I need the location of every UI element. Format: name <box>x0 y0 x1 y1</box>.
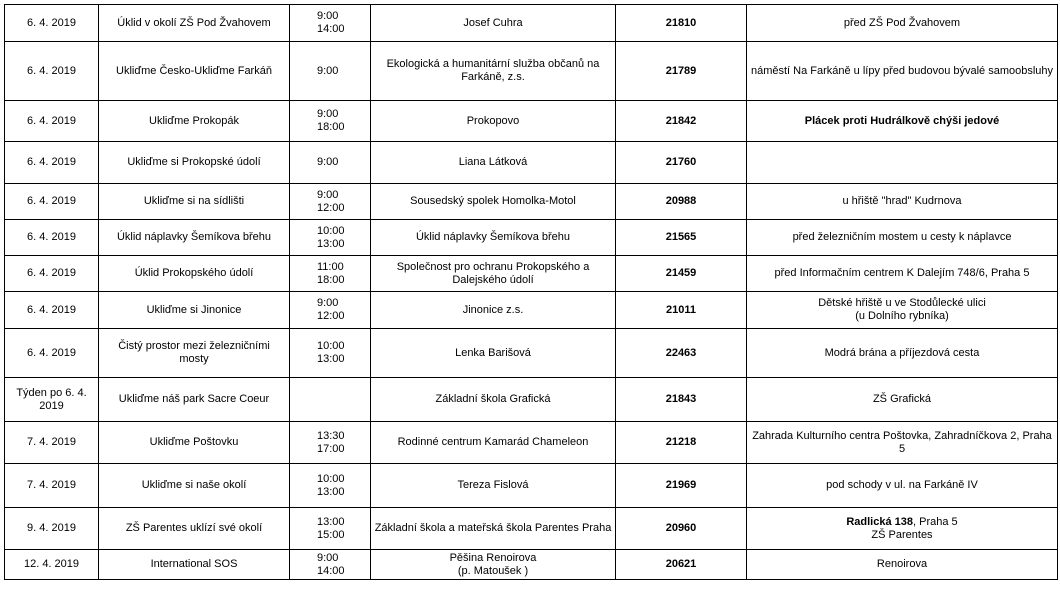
table-row <box>5 550 1058 580</box>
organizer-cell: Rodinné centrum Kamarád Chameleon <box>371 422 616 464</box>
place-cell: u hřiště "hrad" Kudrnova <box>747 184 1058 220</box>
organizer-cell: Prokopovo <box>371 101 616 142</box>
event-cell: Ukliďme si Jinonice <box>99 292 290 329</box>
time-start: 9:00 <box>317 188 339 201</box>
time-start: 11:00 <box>317 260 344 273</box>
event-cell: Úklid náplavky Šemíkova břehu <box>99 220 290 256</box>
date-cell: 6. 4. 2019 <box>5 220 99 256</box>
place-line: (u Dolního rybníka) <box>855 310 949 322</box>
place-cell: Zahrada Kulturního centra Poštovka, Zahradníčkova 2, Praha 5 <box>747 422 1058 464</box>
id-cell: 20621 <box>616 550 747 580</box>
id-cell: 21810 <box>616 5 747 42</box>
time-end: 13:00 <box>317 485 345 498</box>
table-row <box>5 329 1058 378</box>
time-cell <box>290 42 371 101</box>
time-cell <box>290 378 371 422</box>
time-end: 18:00 <box>317 121 345 133</box>
event-cell: Ukliďme si naše okolí <box>99 464 290 508</box>
place-cell <box>747 292 1058 329</box>
id-cell: 21218 <box>616 422 747 464</box>
place-cell: pod schody v ul. na Farkáně IV <box>747 464 1058 508</box>
organizer-cell: Josef Cuhra <box>371 5 616 42</box>
organizer-cell: Lenka Barišová <box>371 329 616 378</box>
id-cell: 20960 <box>616 508 747 550</box>
event-cell: Úklid Prokopského údolí <box>99 256 290 292</box>
event-cell: Ukliďme Poštovku <box>99 422 290 464</box>
place-cell: Plácek proti Hudrálkově chýši jedové <box>747 101 1058 142</box>
organizer-cell: Ekologická a humanitární služba občanů na Farkáně, z.s. <box>371 42 616 101</box>
table-row <box>5 256 1058 292</box>
table-row <box>5 184 1058 220</box>
place-cell: Renoirova <box>747 550 1058 580</box>
time-end: 14:00 <box>317 564 345 577</box>
event-cell: Ukliďme si na sídlišti <box>99 184 290 220</box>
date-cell: 6. 4. 2019 <box>5 101 99 142</box>
place-cell: náměstí Na Farkáně u lípy před budovou bývalé samoobsluhy <box>747 42 1058 101</box>
table-row <box>5 220 1058 256</box>
time-cell <box>290 508 371 550</box>
time-start: 10:00 <box>317 224 345 237</box>
event-cell: Ukliďme náš park Sacre Coeur <box>99 378 290 422</box>
time-start: 13:00 <box>317 515 345 528</box>
id-cell: 21459 <box>616 256 747 292</box>
time-end: 15:00 <box>317 528 345 541</box>
time-cell <box>290 422 371 464</box>
table-row <box>5 42 1058 101</box>
organizer-cell: Sousedský spolek Homolka-Motol <box>371 184 616 220</box>
organizer-cell: Společnost pro ochranu Prokopského a Dalejského údolí <box>371 256 616 292</box>
date-cell: 6. 4. 2019 <box>5 329 99 378</box>
date-cell: 9. 4. 2019 <box>5 508 99 550</box>
time-start: 9:00 <box>317 64 339 77</box>
time-end: 12:00 <box>317 310 345 322</box>
date-cell: 6. 4. 2019 <box>5 142 99 184</box>
time-cell <box>290 142 371 184</box>
organizer-cell: Základní škola Grafická <box>371 378 616 422</box>
time-end: 13:00 <box>317 237 345 250</box>
time-cell <box>290 256 371 292</box>
place-cell: před Informačním centrem K Dalejím 748/6, Praha 5 <box>747 256 1058 292</box>
place-line: ZŠ Parentes <box>871 528 933 541</box>
organizer-cell: Jinonice z.s. <box>371 292 616 329</box>
time-start: 9:00 <box>317 551 339 564</box>
place-line: Dětské hřiště u ve Stodůlecké ulici <box>818 297 986 309</box>
date-cell: 6. 4. 2019 <box>5 292 99 329</box>
event-cell: Ukliďme si Prokopské údolí <box>99 142 290 184</box>
table-row <box>5 378 1058 422</box>
time-cell <box>290 464 371 508</box>
time-start: 9:00 <box>317 108 339 120</box>
organizer-line: Pěšina Renoirova <box>449 551 537 564</box>
time-start: 9:00 <box>317 10 339 22</box>
table-row <box>5 5 1058 42</box>
place-cell <box>747 508 1058 550</box>
event-cell: Čistý prostor mezi železničními mosty <box>99 329 290 378</box>
event-cell: Úklid v okolí ZŠ Pod Žvahovem <box>99 5 290 42</box>
organizer-cell <box>371 550 616 580</box>
id-cell: 22463 <box>616 329 747 378</box>
place-cell: před ZŠ Pod Žvahovem <box>747 5 1058 42</box>
organizer-cell: Liana Látková <box>371 142 616 184</box>
time-cell <box>290 184 371 220</box>
time-cell <box>290 292 371 329</box>
id-cell: 20988 <box>616 184 747 220</box>
time-end: 18:00 <box>317 273 345 286</box>
table-row <box>5 464 1058 508</box>
organizer-cell: Úklid náplavky Šemíkova břehu <box>371 220 616 256</box>
time-cell <box>290 550 371 580</box>
place-cell: Modrá brána a příjezdová cesta <box>747 329 1058 378</box>
time-end: 13:00 <box>317 353 345 365</box>
time-start: 10:00 <box>317 472 345 485</box>
event-cell: Ukliďme Prokopák <box>99 101 290 142</box>
place-cell: ZŠ Grafická <box>747 378 1058 422</box>
table-row <box>5 508 1058 550</box>
time-cell <box>290 329 371 378</box>
date-cell: Týden po 6. 4. 2019 <box>5 378 99 422</box>
event-cell: International SOS <box>99 550 290 580</box>
time-cell <box>290 5 371 42</box>
place-city: , Praha 5 <box>913 515 958 528</box>
id-cell: 21565 <box>616 220 747 256</box>
time-start: 13:30 <box>317 429 345 442</box>
time-end: 17:00 <box>317 442 345 455</box>
time-cell <box>290 220 371 256</box>
place-cell: před železničním mostem u cesty k náplavce <box>747 220 1058 256</box>
table-row <box>5 292 1058 329</box>
id-cell: 21760 <box>616 142 747 184</box>
time-end: 12:00 <box>317 201 345 214</box>
place-cell <box>747 142 1058 184</box>
events-table <box>4 4 1058 580</box>
table-row <box>5 142 1058 184</box>
event-cell: Ukliďme Česko-Ukliďme Farkáň <box>99 42 290 101</box>
time-start: 10:00 <box>317 340 345 352</box>
organizer-cell: Tereza Fislová <box>371 464 616 508</box>
date-cell: 6. 4. 2019 <box>5 42 99 101</box>
organizer-line: (p. Matoušek ) <box>457 564 529 577</box>
date-cell: 12. 4. 2019 <box>5 550 99 580</box>
event-cell: ZŠ Parentes uklízí své okolí <box>99 508 290 550</box>
id-cell: 21842 <box>616 101 747 142</box>
table-row <box>5 422 1058 464</box>
table-row <box>5 101 1058 142</box>
id-cell: 21843 <box>616 378 747 422</box>
id-cell: 21011 <box>616 292 747 329</box>
time-end: 14:00 <box>317 23 345 35</box>
date-cell: 6. 4. 2019 <box>5 5 99 42</box>
id-cell: 21969 <box>616 464 747 508</box>
time-cell <box>290 101 371 142</box>
organizer-cell: Základní škola a mateřská škola Parentes Praha <box>371 508 616 550</box>
date-cell: 7. 4. 2019 <box>5 464 99 508</box>
place-street: Radlická 138 <box>846 515 913 528</box>
date-cell: 7. 4. 2019 <box>5 422 99 464</box>
time-start: 9:00 <box>317 156 339 168</box>
date-cell: 6. 4. 2019 <box>5 256 99 292</box>
date-cell: 6. 4. 2019 <box>5 184 99 220</box>
id-cell: 21789 <box>616 42 747 101</box>
time-start: 9:00 <box>317 297 339 309</box>
